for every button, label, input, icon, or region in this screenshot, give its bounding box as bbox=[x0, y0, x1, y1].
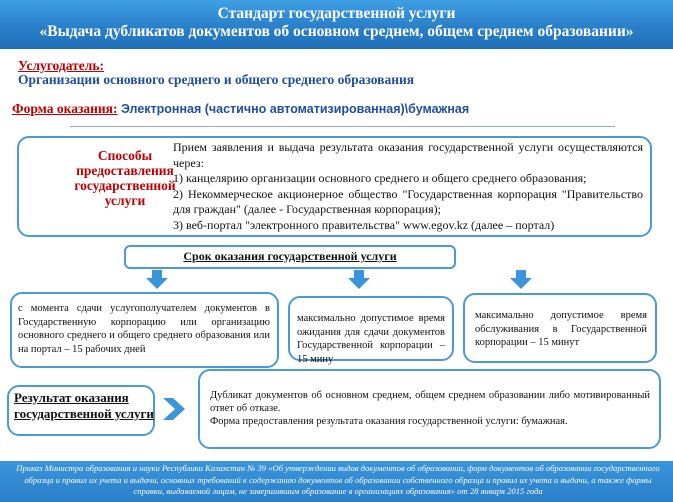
term-label: Срок оказания государственной услуги bbox=[183, 249, 397, 263]
result-line: Форма предоставления результата оказания государственной услуги: бумажная. bbox=[210, 416, 568, 427]
term-card-text: максимально допустимое время обслуживания в Государственной корпорации – 15 минут bbox=[475, 310, 647, 348]
form-label: Форма оказания: bbox=[12, 101, 118, 116]
term-card-text: максимально допустимое время ожидания для сдачи документов Государственной корпорации – 15 мину bbox=[297, 313, 445, 365]
header-banner bbox=[0, 0, 673, 49]
methods-line: 3) веб-портал "электронного правительства" www.egov.kz (далее – портал) bbox=[173, 217, 555, 232]
footer-text: Приказ Министра образования и науки Республики Казахстан № 39 «Об утверждении видов документов об образовании, форм документов об образовании государственного образца и правил их учета и выдачи, основных требований к содержанию документов об образовании собственного образца и правил их учета и выдачи, а также формы справки, выдаваемой лицам, не завершившим образование в организациях образования» от 28 января 2015 года bbox=[16, 463, 660, 496]
term-card-text: с момента сдачи услугополучателем документов в Государственную корпорацию или организацию основного среднего и общего среднего образования или на портал – 15 рабочих дней bbox=[18, 303, 270, 355]
methods-label: Способы предоставления государственной услуги bbox=[74, 148, 176, 208]
chevron-right-icon bbox=[163, 398, 187, 425]
page-subtitle: «Выдача дубликатов документов об основном среднем, общем среднем образовании» bbox=[39, 23, 634, 40]
form-value: Электронная (частично автоматизированная)\бумажная bbox=[117, 102, 470, 116]
page-title: Стандарт государственной услуги bbox=[217, 5, 456, 22]
methods-line: 1) канцелярию организации основного среднего и общего среднего образования; bbox=[173, 171, 587, 185]
provider-label: Услугодатель: bbox=[18, 58, 104, 73]
result-label: Результат оказания государственной услуги bbox=[14, 390, 154, 421]
divider bbox=[70, 126, 615, 127]
provider-value: Организации основного среднего и общего среднего образования bbox=[18, 72, 415, 87]
methods-line: Прием заявления и выдача результата оказания государственной услуги осуществляются через: bbox=[173, 140, 643, 170]
form-line bbox=[12, 101, 469, 117]
methods-text bbox=[173, 140, 643, 233]
result-line: Дубликат документов об основном среднем, общем среднем образовании либо мотивированный ответ об отказе. bbox=[210, 390, 650, 414]
methods-line: 2) Некоммерческое акционерное общество "Государственная корпорация "Правительство для граждан" (далее - Государственная корпорация); bbox=[173, 186, 643, 216]
result-description bbox=[210, 389, 650, 428]
